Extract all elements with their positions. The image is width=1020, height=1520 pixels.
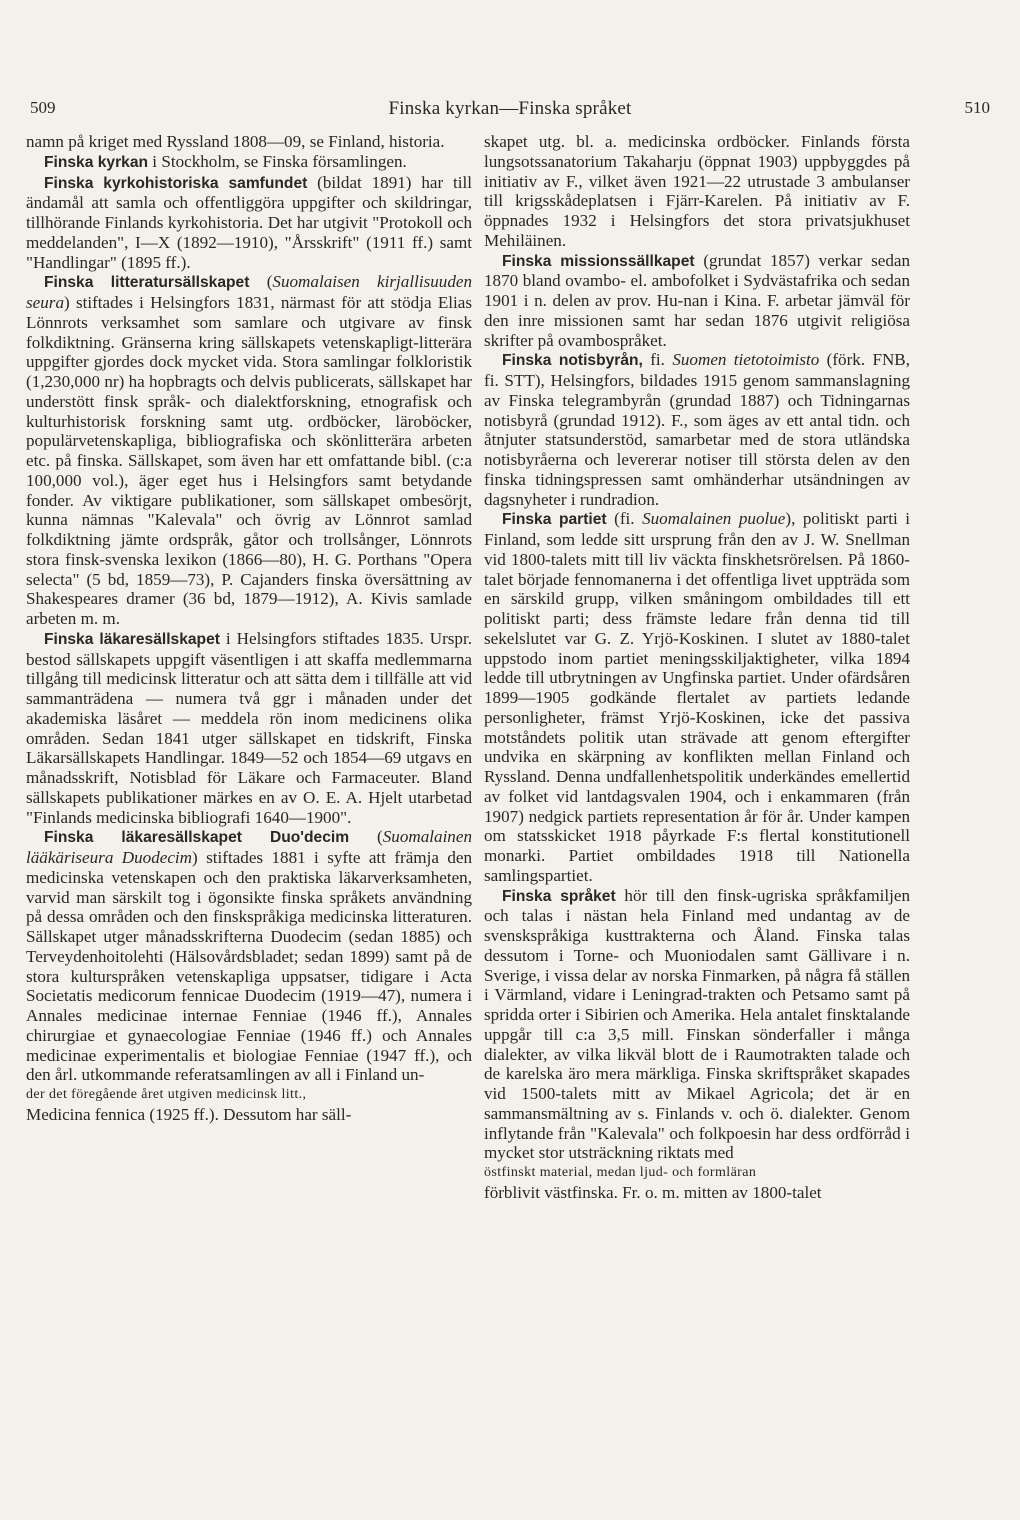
headword: Finska litteratursällskapet — [44, 274, 250, 292]
entry-continuation — [484, 132, 910, 251]
running-title: Finska kyrkan—Finska språket — [388, 98, 632, 119]
entry-litteratursallskapet — [26, 272, 472, 629]
entry-text: ) stiftades i Helsingfors 1831, närmast för att stödja Elias Lönnrots verksamhet som samlare och utgivare av finsk folkdiktning. Gränserna kring sällskapets vetenskapligt-litterära uppgifter gjordes dock mycket vida. Stora samlingar folkloristik (1,230,000 nr) ha hopbragts och delvis publicerats, sällskapet har understött finsk språk- och dialektforskning, etnografisk och kulturhistorisk forskning samt utg. ordböcker, läroböcker, populärvetenskapliga, bibliografiska och skönlitterära arbeten etc. på finska. Sällskapet, som även har ett omfattande bibl. (c:a 100,000 vol.), äger eget hus i Helsingfors samt betydande fonder. Av viktigare publikationer, som sällskapet ombesörjt, kunna nämnas "Kalevala" och övrig av Lönnrot samlad folkdiktning jämte ordspråk, gåtor och trollsånger, Lönnrots stora finsk-svenska lexikon (1866—80), H. G. Porthans "Opera selecta" (5 bd, 1859—73), P. Cajanders finska översättning av Shakespeares dramer (36 bd, 1879—1912), A. Kivis samlade arbeten m. m. — [26, 293, 472, 628]
finnish-name: Suomalainen puolue — [642, 509, 786, 529]
headword: Finska kyrkohistoriska samfundet — [44, 174, 308, 192]
entry-missionssallkapet — [484, 251, 910, 351]
entry-text-end: Medicina fennica (1925 ff.). Dessutom har säll- — [26, 1104, 352, 1124]
right-column — [484, 132, 910, 1203]
page-header — [30, 98, 990, 124]
entry-text: i Stockholm, se Finska församlingen. — [148, 151, 407, 171]
entry-text: ), politiskt parti i Finland, som ledde sitt ursprung från den av J. W. Snellman vid 1800-talets mitt till liv väckta finskhetsrörelsen. På 1860-talet började fennomanerna i det offentliga livet uppträda som en särskild grupp, vilken småningom ombildades till ett politiskt parti; dess främste ledare från denna tid till sekelslutet var G. Z. Yrjö-Koskinen. I slutet av 1880-talet uppstodo inom partiet meningsskiljaktigheter, vilka 1894 ledde till utbrytningen av Ungfinska partiet. Under ofärdsåren 1899—1905 godkände flertalet av partiets ledande personligheter, främst Yrjö-Koskinen, icke det passiva motståndets politik utan strävade att genom eftergifter undvika en skärpning av konflikten mellan Finland och Ryssland. Denna undfallenhetspolitik underkändes emellertid av folket vid lantdagsvalen 1904, och i enkammaren (från 1907) nedgick partiets representation år för år. Under kampen om statsskicket 1918 påyrkade F:s flertal konstitutionell monarki. Partiet ombildades 1918 till Nationella samlingspartiet. — [484, 509, 910, 885]
finnish-name: Suomalaisen kirjallisuuden seura — [26, 272, 473, 312]
entry-partiet — [484, 509, 910, 885]
entry-text: skapet utg. bl. a. medicinska ordböcker. Finlands första lungsotssanatorium Takaharju (öppnat 1903) uppbyggdes på initiativ av F., vilket även 1921—22 utrustade 3 ambulanser till krigsskådeplatsen i Fjärr-Karelen. På initiativ av F. öppnades 1932 i Helsingfors det stora privatsjukhuset Mehiläinen. — [484, 132, 910, 250]
right-page-number: 510 — [964, 98, 990, 117]
headword: Finska språket — [502, 887, 616, 905]
entry-continuation — [26, 132, 472, 152]
headword: Finska kyrkan — [44, 153, 149, 171]
entry-text: (grundat 1857) verkar sedan 1870 bland ovambo- el. ambofolket i Sydvästafrika och sedan 1901 i n. delen av prov. Hu-nan i Kina. F. arbetar jämväl för den inre missionen samt har sedan 1876 utgivit religiösa skrifter på ovambospråket. — [484, 250, 910, 350]
entry-lakaresallskapet — [26, 629, 472, 828]
entry-text-small: östfinskt material, medan ljud- och formläran — [484, 1165, 757, 1180]
entry-kyrkohistoriska-samfundet — [26, 173, 472, 273]
finnish-name: Suomalainen lääkäriseura Duodecim — [26, 827, 472, 867]
headword: Finska notisbyrån, — [502, 352, 643, 370]
left-page-number: 509 — [30, 98, 56, 117]
entry-text: (förk. FNB, fi. STT), Helsingfors, bildades 1915 genom sammanslagning av Finska telegrambyrån (grundad 1887) och Tidningarnas notisbyrå (grundad 1912). F., som äges av ett antal tidn. och åtnjuter statsunderstöd, samarbetar med de stora utländska notisbyråerna och levererar notiser till största delen av den finska tidningspressen samt omhänderhar utsändningen av dagsnyheter i rundradion. — [484, 350, 910, 509]
entry-text-small: der det föregående året utgiven medicinsk litt., — [26, 1087, 307, 1102]
entry-text: namn på kriget med Ryssland 1808—09, se Finland, historia. — [26, 132, 445, 151]
left-column — [26, 132, 472, 1125]
headword: Finska partiet — [502, 511, 607, 529]
entry-spraket — [484, 886, 910, 1164]
headword: Finska läkaresällskapet — [44, 630, 220, 648]
entry-text: hör till den finsk-ugriska språkfamiljen och talas i nästan hela Finland med undantag av de svenskspråkiga kusttrakterna och Åland. Finska talas dessutom i Torne- och Muoniodalen samt Gällivare i n. Sverige, i vissa delar av norska Finmarken, på några få ställen i Värmland, vidare i Leningrad-trakten och Petsamo samt på spridda orter i Sibirien och Amerika. Hela antalet finsktalande uppgår till c:a 3,5 mill. Finskan sönderfaller i många dialekter, av vilka likväl blott de i Raumotrakten talade och de karelska äro mera märkliga. Finska skriftspråket skapades vid 1500-talets mitt av Mikael Agricola; det är en sammansmältning av s. Finlands v. och ö. dialekter. Genom inflytande från "Kalevala" och folkpoesin har dess ordförråd i mycket stor utsträckning riktats med — [484, 885, 910, 1163]
entry-text: ) stiftades 1881 i syfte att främja den medicinska vetenskapen och den praktiska läkarverksamheten, varvid man särskilt tog i ögonsikte finska språkets användning på dessa områden och den finskspråkiga medicinska litteraturen. Sällskapet utger månadsskrifterna Duodecim (sedan 1885) och Terveydenhoitolehti (Hälsovårdsbladet; sedan 1899) samt på de stora kulturspråken vetenskapliga uppsatser, tidigare i Acta Societatis medicorum fennicae Duodecim (1919—47), numera i Annales medicinae internae Fenniae (1946 ff.), Annales chirurgiae et gynaecologiae Fenniae (1946 ff.) och Annales medicinae experimentalis et biologiae Fenniae (1947 ff.), och den årl. utkommande referatsamlingen av all i Finland un- — [26, 848, 472, 1085]
entry-finska-kyrkan — [26, 152, 472, 173]
finnish-name: Suomen tietotoimisto — [672, 350, 820, 370]
entry-text: (bildat 1891) har till ändamål att samla och offentliggöra uppgifter och skildringar, tillhörande Finlands kyrkohistoria. Det har utgivit "Protokoll och meddelanden", I—X (1892—1910), "Årsskrift" (1911 ff.) samt "Handlingar" (1895 ff.). — [26, 172, 472, 272]
entry-text: ( — [349, 827, 383, 847]
entry-text: (fi. — [606, 509, 643, 529]
headword: Finska missionssällkapet — [502, 252, 695, 270]
entry-text-end: förblivit västfinska. Fr. o. m. mitten av 1800-talet — [484, 1182, 822, 1202]
headword: Finska läkaresällskapet Duo'decim — [44, 829, 350, 847]
entry-notisbyran — [484, 350, 910, 509]
entry-text: ( — [249, 272, 273, 292]
entry-duodecim — [26, 827, 472, 1085]
entry-text: i Helsingfors stiftades 1835. Urspr. bestod sällskapets uppgift väsentligen i att skaffa medlemmarna tillgång till medicinsk litteratur och att sätta dem i tillfälle att vid sammanträdena — numera två ggr i månaden under det akademiska läsåret — meddela rön inom medicinens olika områden. Sedan 1841 utger sällskapet en tidskrift, Finska Läkarsällskapets Handlingar. 1849—52 och 1854—69 utgavs en månadsskrift, Notisblad för Läkare och Farmaceuter. Bland sällskapets publikationer märkes en av O. E. A. Hjelt utarbetad "Finlands medicinska bibliografi 1640—1900". — [26, 628, 473, 827]
entry-text: fi. — [642, 350, 673, 370]
